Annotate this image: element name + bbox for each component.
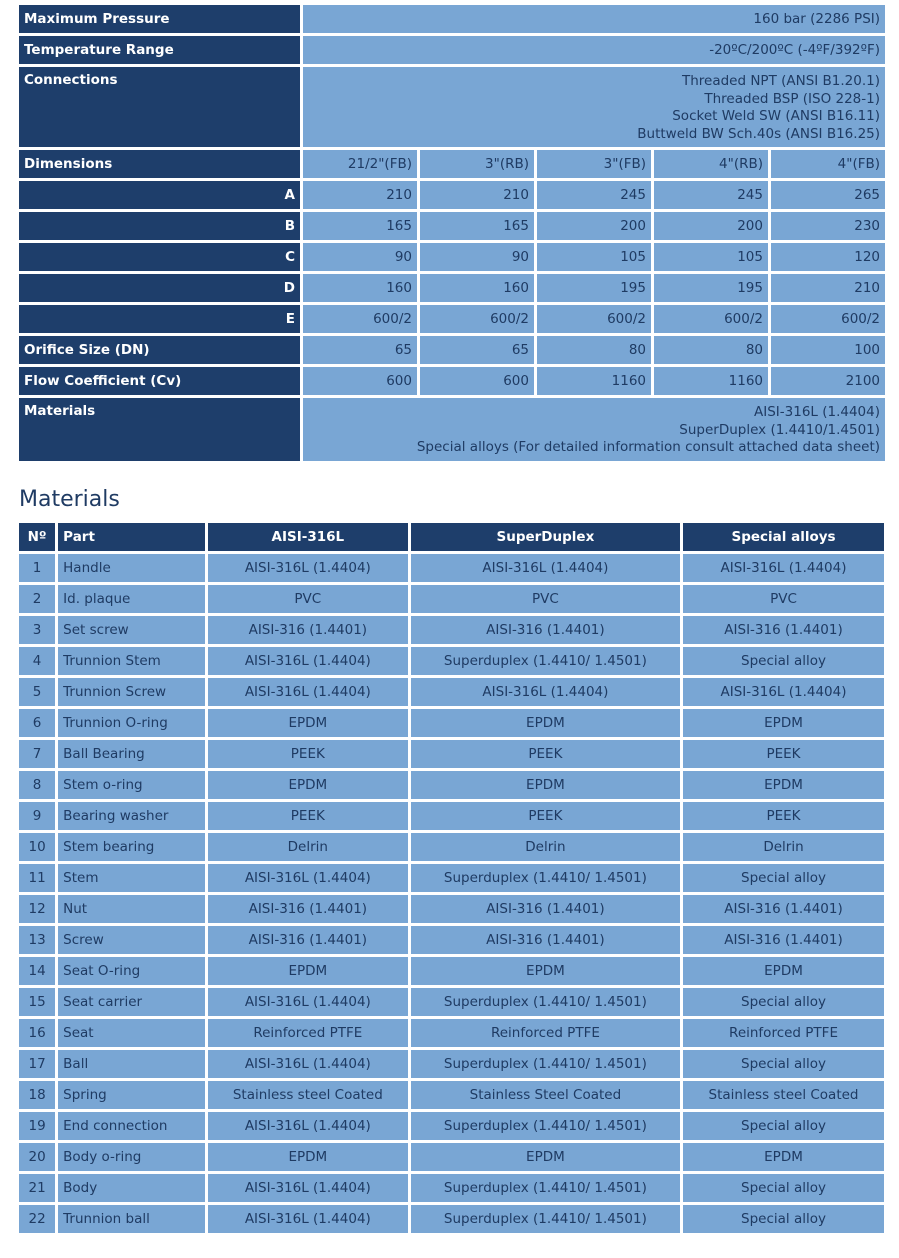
superduplex-material: Reinforced PTFE (411, 1019, 680, 1047)
dimension-row-label: A (19, 181, 300, 209)
part-number: 12 (19, 895, 55, 923)
connection-type: Threaded NPT (ANSI B1.20.1) (681, 73, 881, 89)
flow-coefficient-value: 600 (420, 367, 534, 395)
part-name: Seat O-ring (58, 957, 205, 985)
aisi-316l-material: AISI-316L (1.4404) (208, 647, 408, 675)
table-row (19, 616, 884, 644)
part-name: Stem (58, 864, 205, 892)
dimension-row-b (19, 212, 885, 240)
superduplex-material: Superduplex (1.4410/ 1.4501) (411, 988, 680, 1016)
dimension-row-label: C (19, 243, 300, 271)
max-pressure-label: Maximum Pressure (19, 5, 300, 33)
superduplex-material: PEEK (411, 802, 680, 830)
connections-label: Connections (19, 67, 300, 147)
aisi-316l-material: EPDM (208, 771, 408, 799)
part-name: Seat (58, 1019, 205, 1047)
part-name: Ball Bearing (58, 740, 205, 768)
table-row (19, 1143, 884, 1171)
dimension-size: 3"(FB) (537, 150, 651, 178)
part-number: 8 (19, 771, 55, 799)
flow-coefficient-value: 1160 (654, 367, 768, 395)
superduplex-material: Delrin (411, 833, 680, 861)
material-option: SuperDuplex (1.4410/1.4501) (679, 421, 881, 438)
dimension-row-e (19, 305, 885, 333)
dimension-value: 600/2 (771, 305, 885, 333)
aisi-316l-material: AISI-316L (1.4404) (208, 1205, 408, 1233)
dimension-value: 195 (654, 274, 768, 302)
aisi-316l-material: PEEK (208, 740, 408, 768)
orifice-size-row (19, 336, 885, 364)
aisi-316l-material: EPDM (208, 709, 408, 737)
part-name: Ball (58, 1050, 205, 1078)
superduplex-material: Superduplex (1.4410/ 1.4501) (411, 647, 680, 675)
table-row (19, 864, 884, 892)
flow-coefficient-label: Flow Coefficient (Cv) (19, 367, 300, 395)
dimension-value: 165 (303, 212, 417, 240)
table-row (19, 1050, 884, 1078)
dimension-value: 160 (303, 274, 417, 302)
special-alloys-material: AISI-316L (1.4404) (683, 554, 884, 582)
flow-coefficient-value: 2100 (771, 367, 885, 395)
dimension-value: 195 (537, 274, 651, 302)
aisi-316l-material: Stainless steel Coated (208, 1081, 408, 1109)
special-alloys-material: PEEK (683, 802, 884, 830)
materials-table (16, 520, 887, 1236)
special-alloys-material: Special alloy (683, 1205, 884, 1233)
part-number: 10 (19, 833, 55, 861)
special-alloys-material: AISI-316 (1.4401) (683, 926, 884, 954)
dimension-size: 3"(RB) (420, 150, 534, 178)
superduplex-material: AISI-316L (1.4404) (411, 678, 680, 706)
table-row (19, 1112, 884, 1140)
dimension-size: 21/2"(FB) (303, 150, 417, 178)
superduplex-material: Superduplex (1.4410/ 1.4501) (411, 1112, 680, 1140)
part-name: Handle (58, 554, 205, 582)
dimension-row-label: E (19, 305, 300, 333)
orifice-size-value: 80 (654, 336, 768, 364)
special-alloys-material: Reinforced PTFE (683, 1019, 884, 1047)
aisi-316l-material: AISI-316L (1.4404) (208, 1050, 408, 1078)
dimension-value: 600/2 (303, 305, 417, 333)
material-option: AISI-316L (1.4404) (754, 404, 881, 420)
part-name: Stem bearing (58, 833, 205, 861)
dimension-value: 210 (771, 274, 885, 302)
special-alloys-material: AISI-316 (1.4401) (683, 616, 884, 644)
part-name: Id. plaque (58, 585, 205, 613)
special-alloys-material: EPDM (683, 957, 884, 985)
materials-label: Materials (19, 398, 300, 461)
part-number: 2 (19, 585, 55, 613)
dimension-value: 230 (771, 212, 885, 240)
materials-table-body (19, 554, 884, 1233)
dimension-value: 200 (537, 212, 651, 240)
orifice-size-value: 80 (537, 336, 651, 364)
part-number: 20 (19, 1143, 55, 1171)
superduplex-material: EPDM (411, 1143, 680, 1171)
orifice-size-value: 65 (303, 336, 417, 364)
part-name: Nut (58, 895, 205, 923)
special-alloys-material: EPDM (683, 709, 884, 737)
part-number: 19 (19, 1112, 55, 1140)
part-name: Seat carrier (58, 988, 205, 1016)
superduplex-material: EPDM (411, 771, 680, 799)
superduplex-material: AISI-316 (1.4401) (411, 926, 680, 954)
part-name: Stem o-ring (58, 771, 205, 799)
dimension-size: 4"(FB) (771, 150, 885, 178)
materials-title: Materials (19, 487, 120, 512)
table-row (19, 833, 884, 861)
connections-row (19, 67, 885, 147)
special-alloys-material: Special alloy (683, 864, 884, 892)
special-alloys-material: Special alloy (683, 988, 884, 1016)
table-row (19, 1174, 884, 1202)
dimension-value: 245 (654, 181, 768, 209)
dimension-value: 600/2 (420, 305, 534, 333)
dimension-value: 105 (537, 243, 651, 271)
temperature-range-label: Temperature Range (19, 36, 300, 64)
special-alloys-material: PVC (683, 585, 884, 613)
part-number: 15 (19, 988, 55, 1016)
dimension-value: 165 (420, 212, 534, 240)
dimension-value: 245 (537, 181, 651, 209)
part-number: 13 (19, 926, 55, 954)
part-number: 5 (19, 678, 55, 706)
temperature-range-value: -20ºC/200ºC (-4ºF/392ºF) (303, 36, 885, 64)
part-number: 11 (19, 864, 55, 892)
dimensions-label: Dimensions (19, 150, 300, 178)
part-name: Trunnion Stem (58, 647, 205, 675)
superduplex-material: EPDM (411, 709, 680, 737)
materials-header-row (19, 523, 884, 551)
part-number: 22 (19, 1205, 55, 1233)
connection-type: Buttweld BW Sch.40s (ANSI B16.25) (637, 125, 881, 142)
aisi-316l-material: AISI-316L (1.4404) (208, 1174, 408, 1202)
part-number: 4 (19, 647, 55, 675)
special-alloys-material: PEEK (683, 740, 884, 768)
superduplex-material: Superduplex (1.4410/ 1.4501) (411, 1205, 680, 1233)
part-name: Trunnion Screw (58, 678, 205, 706)
dimension-value: 90 (303, 243, 417, 271)
aisi-316l-material: Reinforced PTFE (208, 1019, 408, 1047)
superduplex-material: PVC (411, 585, 680, 613)
dimension-size: 4"(RB) (654, 150, 768, 178)
dimension-value: 210 (420, 181, 534, 209)
temperature-range-row (19, 36, 885, 64)
part-name: Screw (58, 926, 205, 954)
superduplex-material: AISI-316 (1.4401) (411, 895, 680, 923)
orifice-size-value: 65 (420, 336, 534, 364)
max-pressure-value: 160 bar (2286 PSI) (303, 5, 885, 33)
orifice-size-value: 100 (771, 336, 885, 364)
table-row (19, 1081, 884, 1109)
aisi-316l-material: EPDM (208, 1143, 408, 1171)
superduplex-material: Superduplex (1.4410/ 1.4501) (411, 864, 680, 892)
dimension-row-d (19, 274, 885, 302)
table-row (19, 771, 884, 799)
superduplex-material: AISI-316L (1.4404) (411, 554, 680, 582)
superduplex-material: Superduplex (1.4410/ 1.4501) (411, 1050, 680, 1078)
connection-type: Threaded BSP (ISO 228-1) (704, 90, 881, 107)
special-alloys-material: Stainless steel Coated (683, 1081, 884, 1109)
aisi-316l-material: PVC (208, 585, 408, 613)
special-alloys-material: Special alloy (683, 1112, 884, 1140)
table-row (19, 1019, 884, 1047)
part-name: Spring (58, 1081, 205, 1109)
dimension-value: 200 (654, 212, 768, 240)
header-aisi-316l: AISI-316L (208, 523, 408, 551)
materials-row (19, 398, 885, 461)
header-special-alloys: Special alloys (683, 523, 884, 551)
dimension-value: 600/2 (537, 305, 651, 333)
part-number: 16 (19, 1019, 55, 1047)
orifice-size-label: Orifice Size (DN) (19, 336, 300, 364)
aisi-316l-material: AISI-316L (1.4404) (208, 864, 408, 892)
aisi-316l-material: PEEK (208, 802, 408, 830)
dimension-row-label: D (19, 274, 300, 302)
special-alloys-material: Delrin (683, 833, 884, 861)
dimension-value: 90 (420, 243, 534, 271)
dimension-row-c (19, 243, 885, 271)
table-row (19, 926, 884, 954)
max-pressure-row (19, 5, 885, 33)
special-alloys-material: Special alloy (683, 647, 884, 675)
part-name: Trunnion O-ring (58, 709, 205, 737)
table-row (19, 895, 884, 923)
header-part: Part (58, 523, 205, 551)
dimension-value: 265 (771, 181, 885, 209)
aisi-316l-material: Delrin (208, 833, 408, 861)
table-row (19, 1205, 884, 1233)
part-number: 17 (19, 1050, 55, 1078)
table-row (19, 988, 884, 1016)
flow-coefficient-row (19, 367, 885, 395)
aisi-316l-material: AISI-316L (1.4404) (208, 678, 408, 706)
special-alloys-material: AISI-316 (1.4401) (683, 895, 884, 923)
aisi-316l-material: AISI-316L (1.4404) (208, 988, 408, 1016)
table-row (19, 647, 884, 675)
dimension-value: 210 (303, 181, 417, 209)
flow-coefficient-value: 1160 (537, 367, 651, 395)
dimension-value: 600/2 (654, 305, 768, 333)
part-name: End connection (58, 1112, 205, 1140)
part-name: Trunnion ball (58, 1205, 205, 1233)
connections-values (303, 67, 885, 147)
header-number: Nº (19, 523, 55, 551)
part-name: Body (58, 1174, 205, 1202)
part-name: Bearing washer (58, 802, 205, 830)
flow-coefficient-value: 600 (303, 367, 417, 395)
dimension-row-a (19, 181, 885, 209)
aisi-316l-material: AISI-316L (1.4404) (208, 1112, 408, 1140)
part-number: 1 (19, 554, 55, 582)
table-row (19, 740, 884, 768)
table-row (19, 554, 884, 582)
dimension-value: 105 (654, 243, 768, 271)
table-row (19, 957, 884, 985)
material-option: Special alloys (For detailed information consult attached data sheet) (416, 439, 881, 455)
table-row (19, 709, 884, 737)
header-superduplex: SuperDuplex (411, 523, 680, 551)
aisi-316l-material: AISI-316 (1.4401) (208, 616, 408, 644)
aisi-316l-material: EPDM (208, 957, 408, 985)
part-number: 18 (19, 1081, 55, 1109)
part-number: 14 (19, 957, 55, 985)
dimension-value: 160 (420, 274, 534, 302)
superduplex-material: AISI-316 (1.4401) (411, 616, 680, 644)
aisi-316l-material: AISI-316 (1.4401) (208, 926, 408, 954)
specifications-table (16, 2, 888, 464)
superduplex-material: EPDM (411, 957, 680, 985)
part-number: 7 (19, 740, 55, 768)
part-name: Set screw (58, 616, 205, 644)
special-alloys-material: Special alloy (683, 1050, 884, 1078)
special-alloys-material: Special alloy (683, 1174, 884, 1202)
part-number: 9 (19, 802, 55, 830)
superduplex-material: Superduplex (1.4410/ 1.4501) (411, 1174, 680, 1202)
superduplex-material: PEEK (411, 740, 680, 768)
part-number: 3 (19, 616, 55, 644)
special-alloys-material: EPDM (683, 771, 884, 799)
dimension-row-label: B (19, 212, 300, 240)
special-alloys-material: AISI-316L (1.4404) (683, 678, 884, 706)
part-number: 21 (19, 1174, 55, 1202)
dimension-value: 120 (771, 243, 885, 271)
table-row (19, 678, 884, 706)
connection-type: Socket Weld SW (ANSI B16.11) (672, 108, 881, 124)
aisi-316l-material: AISI-316L (1.4404) (208, 554, 408, 582)
part-number: 6 (19, 709, 55, 737)
dimensions-header-row (19, 150, 885, 178)
table-row (19, 802, 884, 830)
part-name: Body o-ring (58, 1143, 205, 1171)
superduplex-material: Stainless Steel Coated (411, 1081, 680, 1109)
materials-values (303, 398, 885, 461)
special-alloys-material: EPDM (683, 1143, 884, 1171)
aisi-316l-material: AISI-316 (1.4401) (208, 895, 408, 923)
table-row (19, 585, 884, 613)
